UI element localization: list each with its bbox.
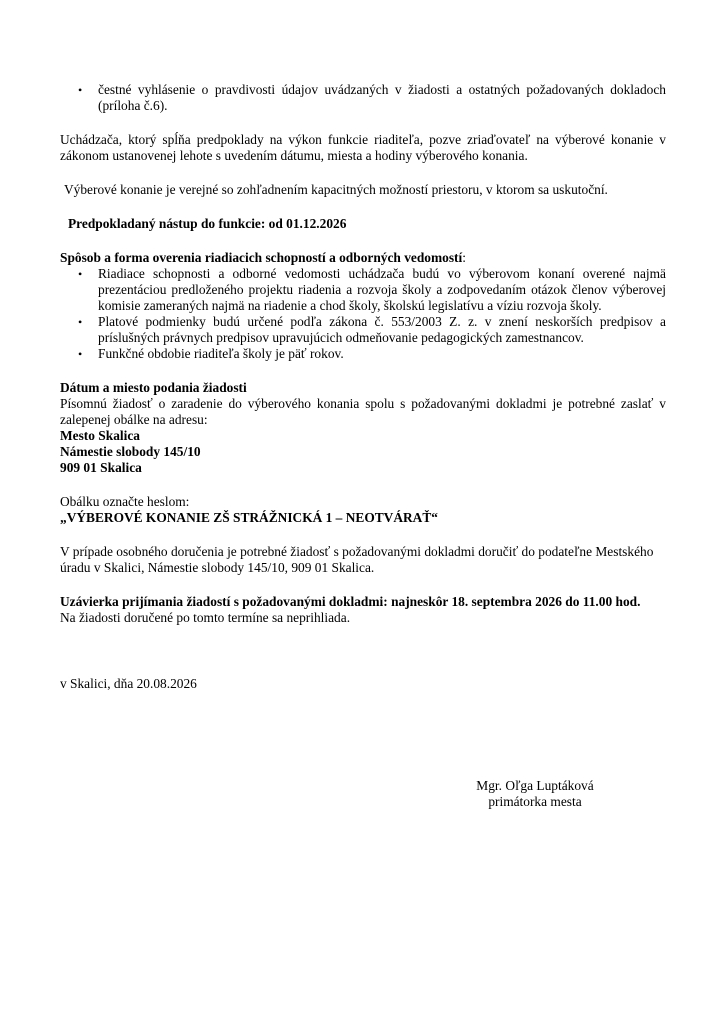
deadline-note: Na žiadosti doručené po tomto termíne sa neprihliada. (60, 610, 351, 625)
bullet-icon: • (78, 83, 83, 97)
deadline-text: Uzávierka prijímania žiadostí s požadovanými dokladmi: najneskôr 18. septembra 2026 do 11.00 hod. (60, 594, 641, 609)
bullet-icon: • (78, 315, 83, 329)
list-item-text: Riadiace schopnosti a odborné vedomosti uchádzača budú vo výberovom konaní overené najmä prezentáciou predloženého projektu riadenia a rozvoja školy a zodpovedaním otázok členov výberovej komisie zameraných najmä na riadenie a chod školy, školskú legislatívu a víziu rozvoja školy. (98, 266, 666, 313)
signature-block (470, 778, 600, 810)
method-heading-suffix: : (462, 250, 466, 265)
submission-heading: Dátum a miesto podania žiadosti (60, 380, 247, 395)
list-item (60, 346, 666, 362)
submission-text: Písomnú žiadosť o zaradenie do výberového konania spolu s požadovanými dokladmi je potrebné zaslať v zalepenej obálke na adresu: (60, 396, 666, 427)
list-item-text: Platové podmienky budú určené podľa zákona č. 553/2003 Z. z. v znení neskorších predpisov a príslušných právnych predpisov upravujúcich odmeňovanie pedagogických zamestnancov. (98, 314, 666, 345)
place-date: v Skalici, dňa 20.08.2026 (60, 676, 197, 691)
address-line: Mesto Skalica (60, 428, 140, 443)
start-date: Predpokladaný nástup do funkcie: od 01.12.2026 (68, 216, 347, 231)
envelope-label: Obálku označte heslom: (60, 494, 190, 509)
signatory-title: primátorka mesta (488, 794, 582, 809)
address-line: 909 01 Skalica (60, 460, 142, 475)
envelope-motto: „VÝBEROVÉ KONANIE ZŠ STRÁŽNICKÁ 1 – NEOTVÁRAŤ“ (60, 510, 438, 525)
method-list (60, 266, 666, 362)
document-body (60, 82, 666, 692)
list-item-text: čestné vyhlásenie o pravdivosti údajov uvádzaných v žiadosti a ostatných požadovaných dokladoch (príloha č.6). (98, 82, 666, 113)
method-heading-text: Spôsob a forma overenia riadiacich schopností a odborných vedomostí (60, 250, 463, 265)
personal-delivery-paragraph: V prípade osobného doručenia je potrebné žiadosť s požadovanými dokladmi doručiť do podateľne Mestského úradu v Skalici, Námestie slobody 145/10, 909 01 Skalica. (60, 544, 654, 575)
list-item (60, 82, 666, 114)
bullet-icon: • (78, 267, 83, 281)
method-heading (60, 250, 666, 266)
bullet-icon: • (78, 347, 83, 361)
intro-bullet-list (60, 82, 666, 114)
list-item-text: Funkčné obdobie riaditeľa školy je päť rokov. (98, 346, 344, 361)
public-paragraph: Výberové konanie je verejné so zohľadnením kapacitných možností priestoru, v ktorom sa uskutoční. (64, 182, 608, 197)
list-item (60, 314, 666, 346)
list-item (60, 266, 666, 314)
signatory-name: Mgr. Oľga Luptáková (476, 778, 594, 793)
address-line: Námestie slobody 145/10 (60, 444, 201, 459)
invite-paragraph: Uchádzača, ktorý spĺňa predpoklady na výkon funkcie riaditeľa, pozve zriaďovateľ na výberové konanie v zákonom ustanovenej lehote s uvedením dátumu, miesta a hodiny výberového konania. (60, 132, 666, 163)
